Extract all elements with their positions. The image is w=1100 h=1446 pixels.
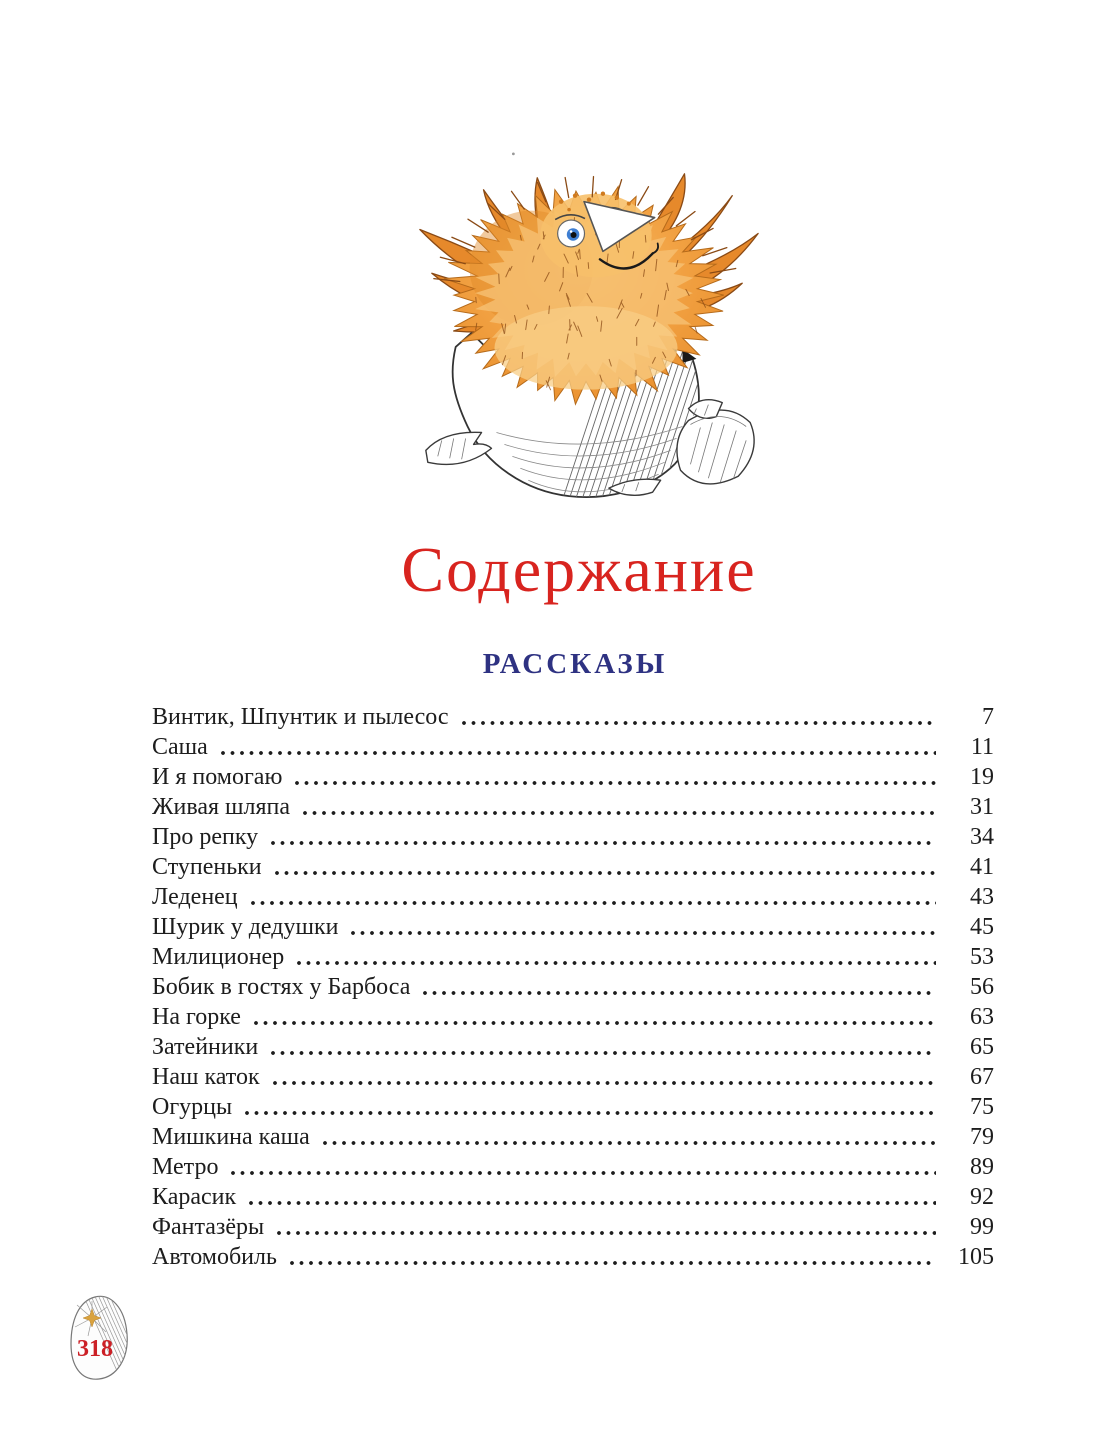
toc-entry [152, 852, 994, 882]
toc-entry [152, 1152, 994, 1182]
toc-entry-page: 56 [970, 974, 994, 1000]
toc-entry [152, 822, 994, 852]
dot-leader [289, 1260, 936, 1266]
dot-leader [253, 1020, 936, 1026]
toc-entry [152, 1092, 994, 1122]
toc-entry [152, 1212, 994, 1242]
toc-entry-title: Затейники [152, 1034, 259, 1060]
dot-leader [248, 1200, 936, 1206]
dot-leader [250, 900, 936, 906]
page-number: 318 [77, 1336, 113, 1362]
toc-entry-title: Живая шляпа [152, 794, 291, 820]
dot-leader [276, 1230, 936, 1236]
toc-entry-page: 92 [970, 1184, 994, 1210]
toc-entry-page: 41 [970, 854, 994, 880]
dot-leader [422, 990, 936, 996]
toc-entry [152, 1032, 994, 1062]
toc-entry [152, 792, 994, 822]
ink-fleck [512, 153, 515, 156]
toc-entry-title: И я помогаю [152, 764, 283, 790]
toc-entry [152, 1062, 994, 1092]
toc-entry [152, 732, 994, 762]
toc-entry-title: Мишкина каша [152, 1124, 310, 1150]
page-title: Содержание [401, 534, 757, 605]
dot-leader [322, 1140, 936, 1146]
dot-leader [350, 930, 936, 936]
toc-entry-title: Метро [152, 1154, 219, 1180]
toc-entry [152, 1182, 994, 1212]
toc-entry [152, 762, 994, 792]
toc-entry [152, 1242, 994, 1272]
toc-entry-title: Ступеньки [152, 854, 262, 880]
toc-entry-page: 89 [970, 1154, 994, 1180]
dot-leader [294, 780, 936, 786]
toc-entry-title: Леденец [152, 884, 238, 910]
toc-entry-page: 34 [970, 824, 994, 850]
toc-entry [152, 702, 994, 732]
toc-entry [152, 942, 994, 972]
toc-entry-title: На горке [152, 1004, 241, 1030]
dot-leader [230, 1170, 936, 1176]
toc-entry-title: Милиционер [152, 944, 285, 970]
dot-leader [461, 720, 936, 726]
toc-entry-page: 67 [970, 1064, 994, 1090]
dot-leader [302, 810, 936, 816]
toc-entry-title: Наш каток [152, 1064, 260, 1090]
toc-entry-title: Фантазёры [152, 1214, 265, 1240]
toc-entry-page: 105 [958, 1244, 994, 1270]
page-number-badge [62, 1292, 136, 1388]
toc-entry-page: 43 [970, 884, 994, 910]
toc-entry-title: Бобик в гостях у Барбоса [152, 974, 411, 1000]
section-heading: РАССКАЗЫ [482, 648, 668, 680]
toc-entry [152, 882, 994, 912]
toc-entry-page: 11 [970, 734, 994, 760]
toc-entry-page: 7 [982, 704, 994, 730]
toc-entry-page: 79 [970, 1124, 994, 1150]
toc-entry-page: 31 [970, 794, 994, 820]
dot-leader [220, 750, 936, 756]
toc-entry [152, 912, 994, 942]
toc-entry-page: 53 [970, 944, 994, 970]
dot-leader [270, 840, 936, 846]
toc-entry-title: Винтик, Шпунтик и пылесос [152, 704, 449, 730]
dot-leader [244, 1110, 936, 1116]
toc-entry-title: Про репку [152, 824, 259, 850]
toc-entry-title: Огурцы [152, 1094, 233, 1120]
toc-entry [152, 1122, 994, 1152]
toc-entry-page: 63 [970, 1004, 994, 1030]
dot-leader [270, 1050, 936, 1056]
table-of-contents [152, 702, 994, 1272]
toc-entry-page: 19 [970, 764, 994, 790]
toc-entry-title: Автомобиль [152, 1244, 277, 1270]
toc-entry [152, 1002, 994, 1032]
toc-entry-page: 65 [970, 1034, 994, 1060]
dot-leader [274, 870, 936, 876]
toc-entry [152, 972, 994, 1002]
dot-leader [296, 960, 936, 966]
toc-entry-title: Саша [152, 734, 208, 760]
toc-entry-page: 99 [970, 1214, 994, 1240]
toc-entry-page: 45 [970, 914, 994, 940]
chick-hatching-illustration [392, 133, 780, 523]
toc-entry-title: Шурик у дедушки [152, 914, 339, 940]
toc-entry-page: 75 [970, 1094, 994, 1120]
toc-entry-title: Карасик [152, 1184, 237, 1210]
left-eye [558, 220, 585, 247]
dot-leader [272, 1080, 936, 1086]
